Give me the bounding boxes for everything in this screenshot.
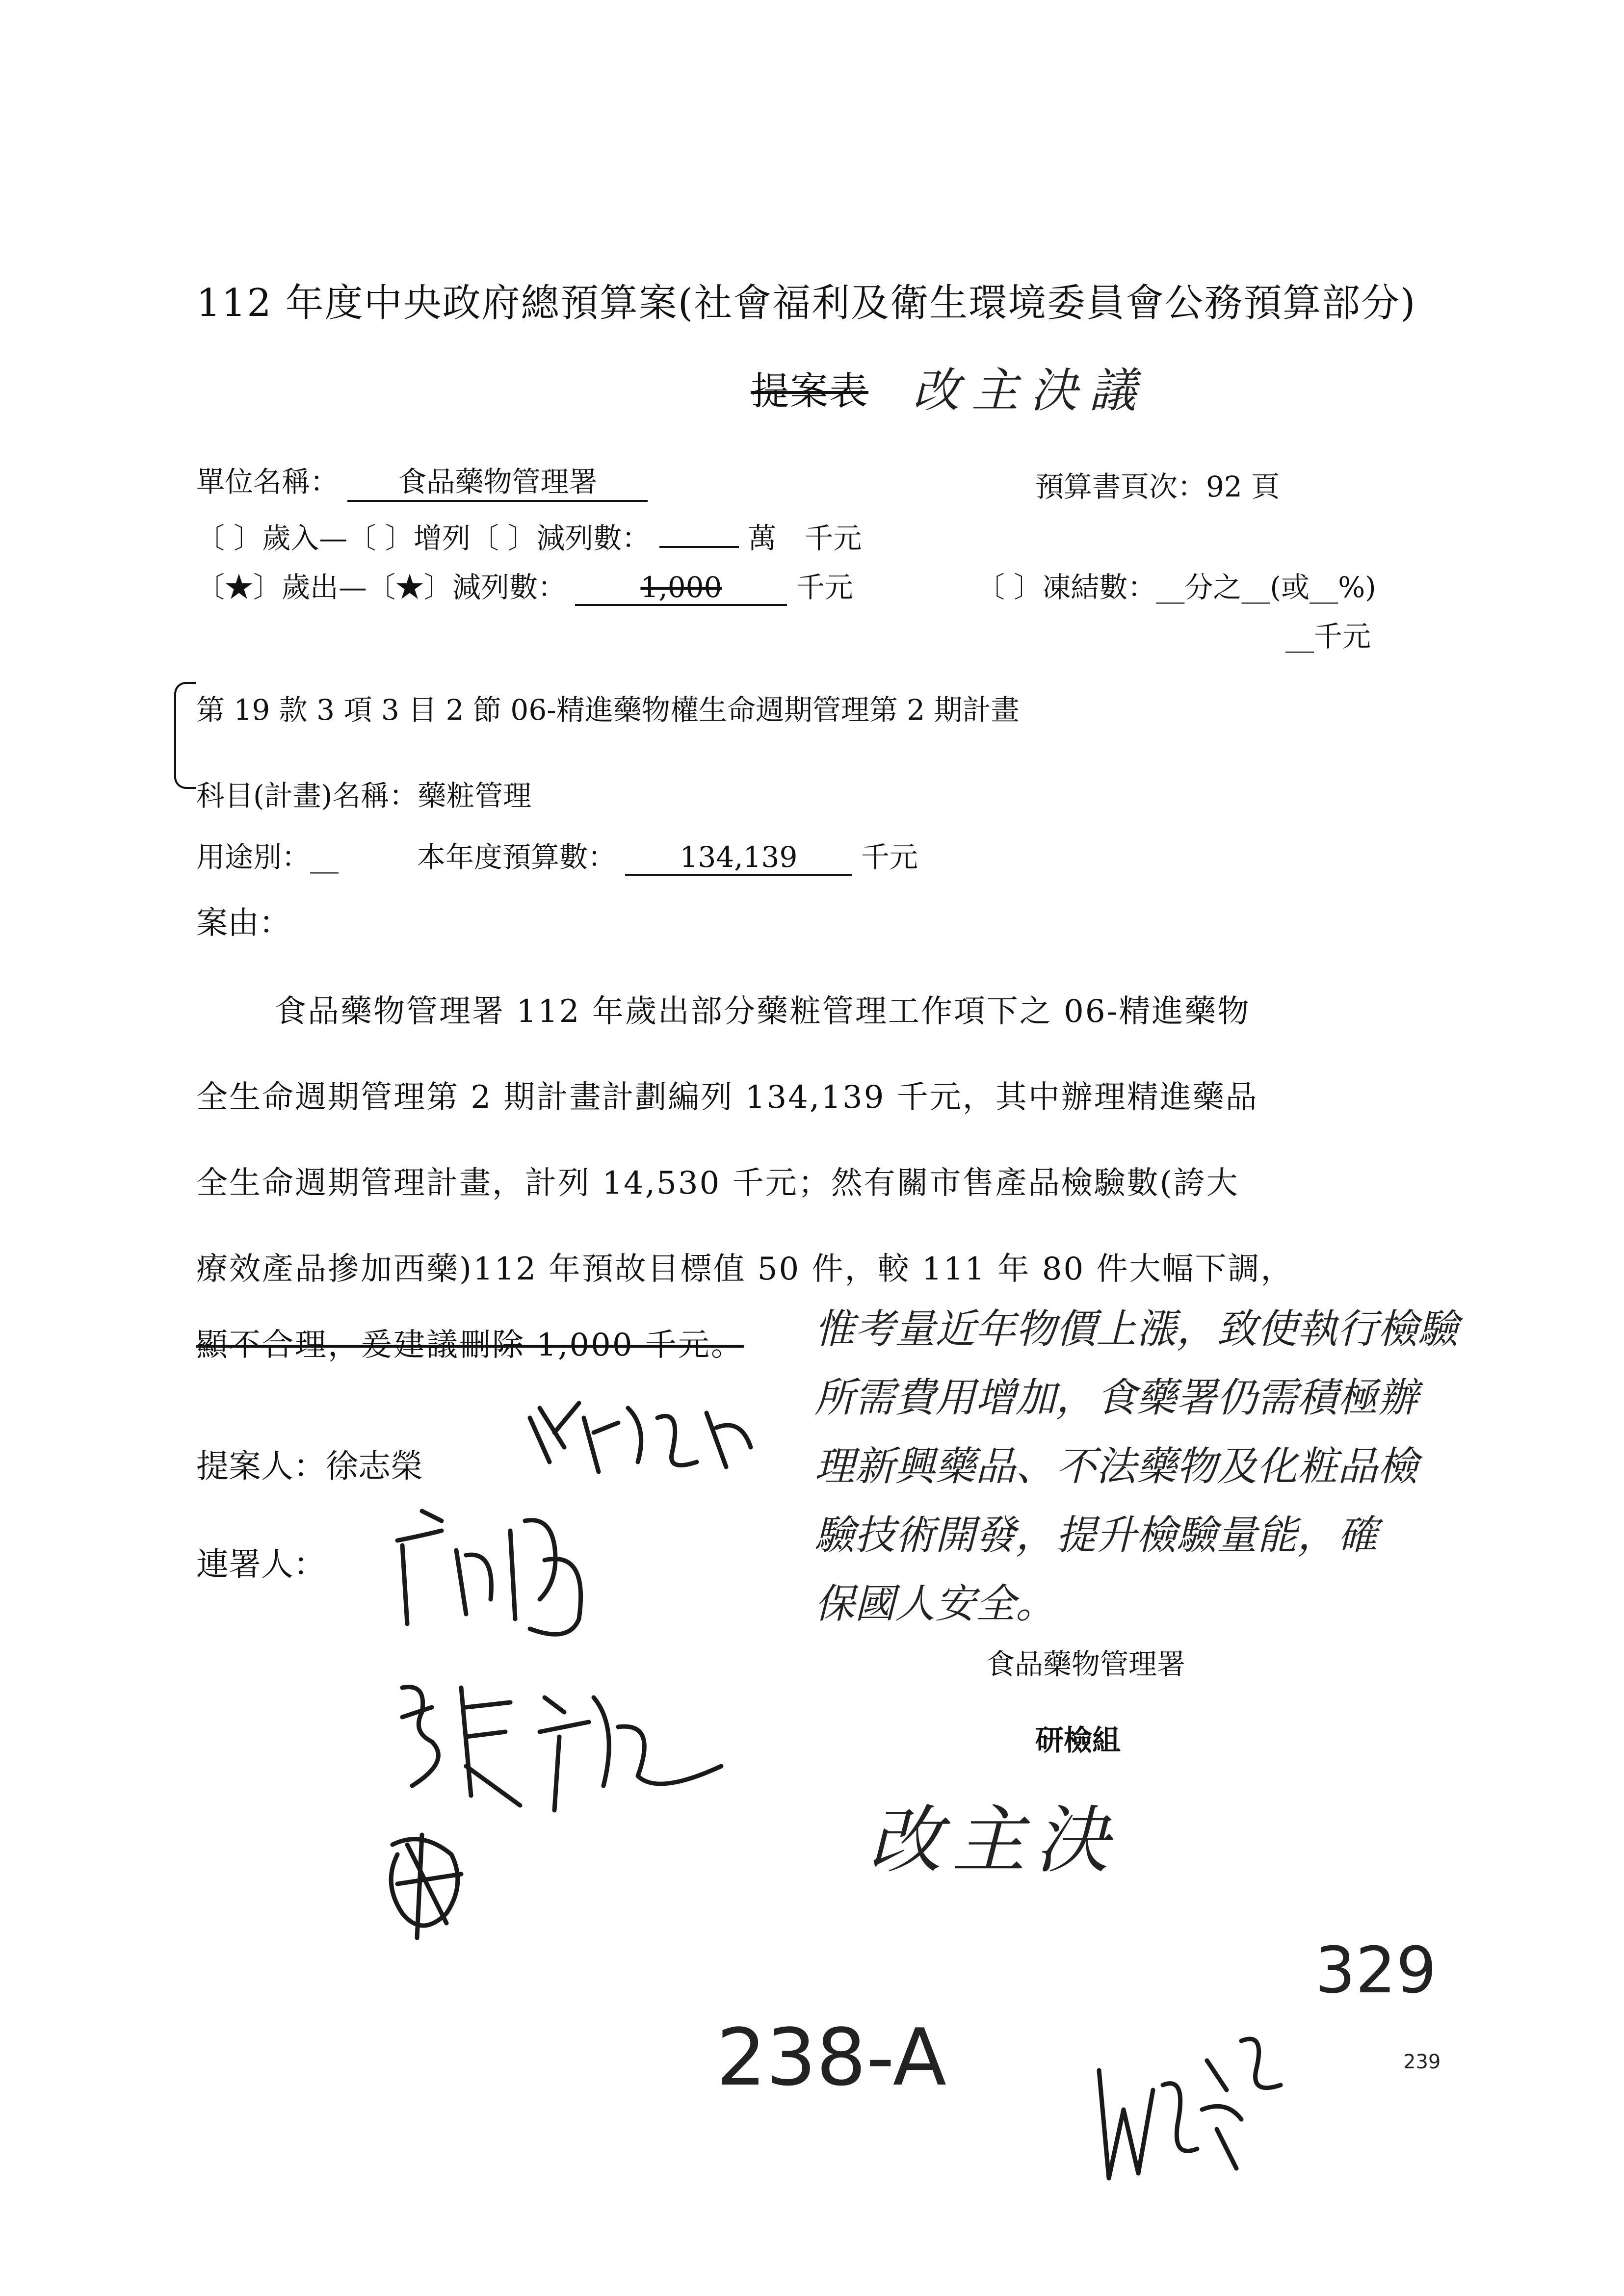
form-type-struck: 提案表 <box>751 369 869 414</box>
reason-line-2: 全生命週期管理第 2 期計畫計劃編列 134,139 千元，其中辦理精進藥品 <box>196 1079 1258 1116</box>
usage-row <box>196 834 339 875</box>
budget-value: 134,139 <box>625 840 852 876</box>
handwritten-note <box>814 1295 1458 1639</box>
freeze-amount: 〔 〕凍結數：__分之__(或__%) <box>976 571 1376 604</box>
note-line-5: 保國人安全。 <box>814 1581 1056 1627</box>
reason-line-1: 食品藥物管理署 112 年歲出部分藥粧管理工作項下之 06-精進藥物 <box>275 993 1251 1030</box>
proposer-signature <box>520 1388 775 1487</box>
cosigner-signature-1 <box>383 1501 638 1648</box>
reason-struck-line: 顯不合理，爰建議刪除 1,000 千元。 <box>196 1327 744 1363</box>
revenue-suffix: 萬 千元 <box>748 522 862 555</box>
revenue-row <box>196 515 862 556</box>
page-number: 329 <box>1315 1933 1437 2008</box>
unit-label: 單位名稱： <box>196 465 339 498</box>
note-line-1: 惟考量近年物價上漲，致使執行檢驗 <box>814 1306 1458 1353</box>
proposer-label: 提案人：徐志榮 <box>196 1447 423 1485</box>
handwritten-decision: 改主決 <box>868 1798 1119 1883</box>
document-title: 112 年度中央政府總預算案(社會福利及衛生環境委員會公務預算部分) <box>196 281 1416 325</box>
expense-suffix: 千元 <box>796 571 853 604</box>
agency-footer: 食品藥物管理署 <box>986 1647 1186 1681</box>
unit-value: 食品藥物管理署 <box>347 459 648 502</box>
reviewer-signature <box>1079 1962 1354 2208</box>
note-line-3: 理新興藥品、不法藥物及化粧品檢 <box>814 1443 1418 1490</box>
division-name: 研檢組 <box>1035 1723 1121 1757</box>
small-number: 239 <box>1403 2051 1441 2073</box>
reason-line-4: 療效產品摻加西藥)112 年預故目標值 50 件，較 111 年 80 件大幅下調， <box>196 1251 1294 1287</box>
reason-line-3: 全生命週期管理計畫，計列 14,530 千元；然有關市售產品檢驗數(誇大 <box>196 1165 1239 1201</box>
section-line: 第 19 款 3 項 3 目 2 節 06-精進藥物權生命週期管理第 2 期計畫 <box>196 693 1020 727</box>
freeze-unit: __千元 <box>1285 620 1371 653</box>
expense-row <box>196 564 853 606</box>
revenue-prefix: 〔 〕歲入—〔 〕增列〔 〕減列數： <box>196 522 651 555</box>
reason-label: 案由： <box>196 905 290 941</box>
note-line-2: 所需費用增加，食藥署仍需積極辦 <box>814 1375 1418 1421</box>
cosigner-label: 連署人： <box>196 1545 326 1583</box>
note-line-4: 驗技術開發，提升檢驗量能，確 <box>814 1512 1378 1559</box>
form-type-handwritten: 改主決議 <box>913 363 1148 418</box>
subject-line: 科目(計畫)名稱：藥粧管理 <box>196 779 532 812</box>
unit-row <box>196 459 648 502</box>
cosigner-signature-3 <box>378 1825 476 1943</box>
expense-value-struck: 1,000 <box>575 571 787 606</box>
page-reference: 預算書頁次：92 頁 <box>1035 470 1280 503</box>
budget-label: 本年度預算數： <box>417 840 617 874</box>
expense-prefix: 〔★〕歲出—〔★〕減列數： <box>196 571 567 604</box>
cosigner-signature-2 <box>383 1668 736 1825</box>
usage-label: 用途別：__ <box>196 840 339 874</box>
budget-unit: 千元 <box>861 840 918 874</box>
stamp-number: 238-A <box>716 2011 947 2103</box>
budget-row <box>417 834 918 876</box>
section-bracket <box>174 682 196 789</box>
revenue-value <box>659 519 739 548</box>
